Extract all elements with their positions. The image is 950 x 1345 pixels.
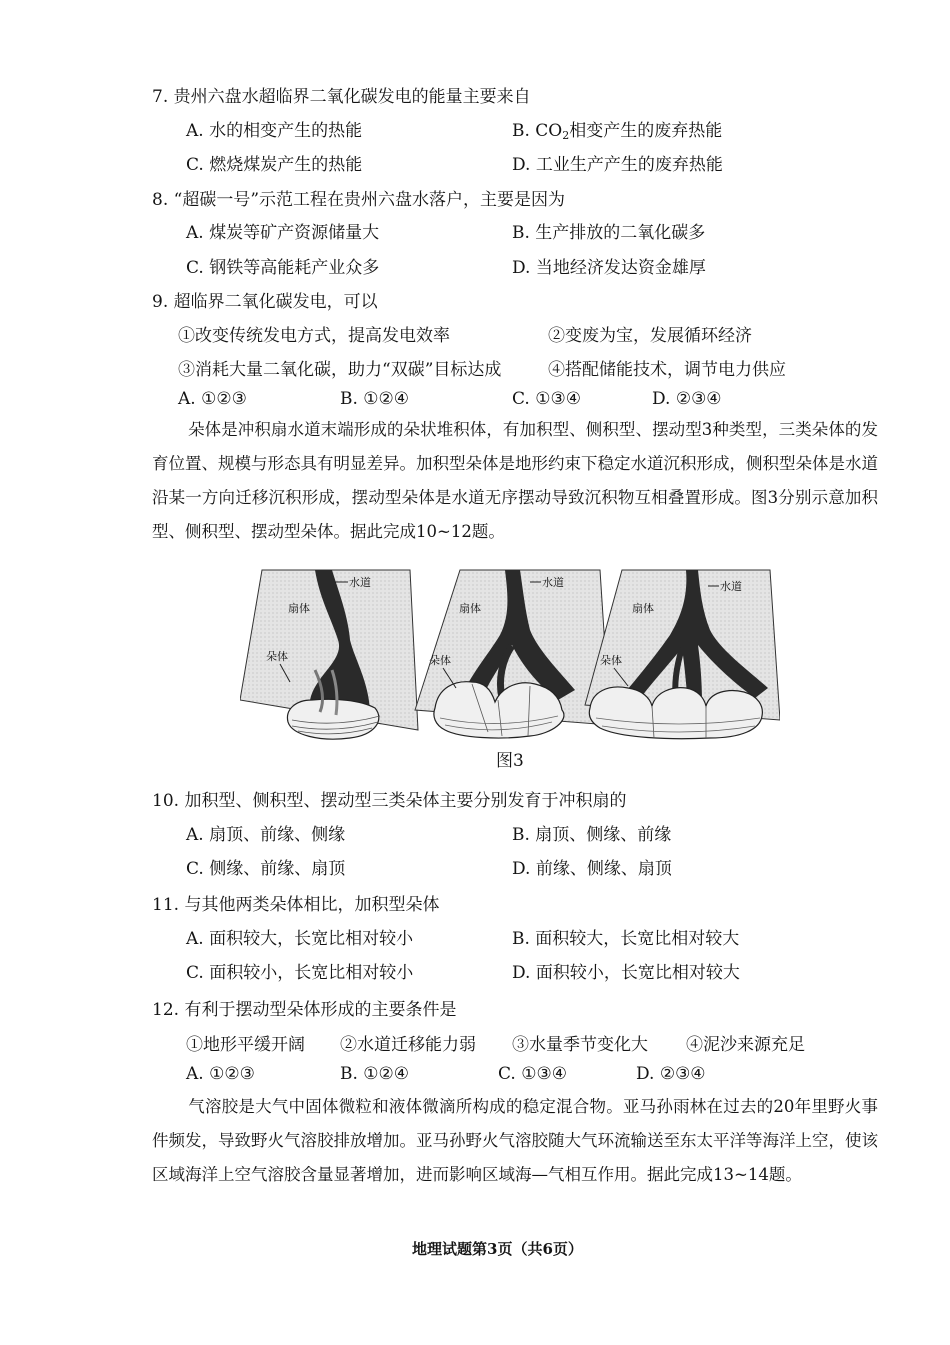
q9-option-c: C. ①③④ bbox=[512, 389, 581, 409]
q7-option-b: B. $CO_2$相变产生的废弃热能 bbox=[512, 121, 723, 142]
label-channel-2: 水道 bbox=[542, 576, 564, 589]
q9-item-3: ③消耗大量二氧化碳，助力“双碳”目标达成 bbox=[178, 360, 502, 380]
passage-aerosol: 气溶胶是大气中固体微粒和液体微滴所构成的稳定混合物。亚马孙雨林在过去的20年里野火事件频发，导致野火气溶胶排放增加。亚马孙野火气溶胶随大气环流输送至东太平洋等海洋上空，使该区域海洋上空气溶胶含量显著增加，进而影响区域海—气相互作用。据此完成13~14题。 bbox=[152, 1097, 878, 1184]
q9-item-2: ②变废为宝，发展循环经济 bbox=[548, 326, 752, 346]
q7-stem: 7. 贵州六盘水超临界二氧化碳发电的能量主要来自 bbox=[152, 87, 531, 107]
q9-item-1: ①改变传统发电方式，提高发电效率 bbox=[178, 326, 450, 346]
q9-item-4: ④搭配储能技术，调节电力供应 bbox=[548, 360, 786, 380]
figure-3-lobe-diagrams bbox=[240, 560, 780, 745]
q9-option-d: D. ②③④ bbox=[652, 389, 722, 409]
q10-stem: 10. 加积型、侧积型、摆动型三类朵体主要分别发育于冲积扇的 bbox=[152, 791, 627, 811]
panel-aggradational bbox=[240, 570, 418, 739]
q9-option-a: A. ①②③ bbox=[178, 389, 247, 409]
q12-item-3: ③水量季节变化大 bbox=[512, 1035, 648, 1055]
q7-option-d: D. 工业生产产生的废弃热能 bbox=[512, 155, 723, 175]
q7-option-c: C. 燃烧煤炭产生的热能 bbox=[186, 155, 363, 175]
q11-option-c: C. 面积较小，长宽比相对较小 bbox=[186, 963, 414, 983]
q12-item-2: ②水道迁移能力弱 bbox=[340, 1035, 476, 1055]
q8-option-b: B. 生产排放的二氧化碳多 bbox=[512, 223, 706, 243]
q10-option-b: B. 扇顶、侧缘、前缘 bbox=[512, 825, 672, 845]
figure-caption: 图3 bbox=[496, 751, 524, 771]
label-lobe-2: 朵体 bbox=[429, 654, 451, 667]
q8-option-c: C. 钢铁等高能耗产业众多 bbox=[186, 258, 380, 278]
q9-option-b: B. ①②④ bbox=[340, 389, 410, 409]
q12-option-d: D. ②③④ bbox=[636, 1064, 706, 1084]
panel-avulsion bbox=[585, 570, 780, 739]
q10-option-c: C. 侧缘、前缘、扇顶 bbox=[186, 859, 346, 879]
label-channel-1: 水道 bbox=[349, 576, 371, 589]
q8-stem: 8. “超碳一号”示范工程在贵州六盘水落户，主要是因为 bbox=[152, 190, 566, 210]
label-channel-3: 水道 bbox=[720, 580, 742, 593]
label-fan-3: 扇体 bbox=[632, 602, 654, 615]
q12-option-a: A. ①②③ bbox=[186, 1064, 255, 1084]
label-fan-2: 扇体 bbox=[459, 602, 481, 615]
q11-option-d: D. 面积较小，长宽比相对较大 bbox=[512, 963, 740, 983]
q8-option-d: D. 当地经济发达资金雄厚 bbox=[512, 258, 706, 278]
q8-option-a: A. 煤炭等矿产资源储量大 bbox=[186, 223, 380, 243]
q12-item-1: ①地形平缓开阔 bbox=[186, 1035, 305, 1055]
q11-stem: 11. 与其他两类朵体相比，加积型朵体 bbox=[152, 895, 440, 915]
q9-stem: 9. 超临界二氧化碳发电，可以 bbox=[152, 292, 378, 312]
q11-option-b: B. 面积较大，长宽比相对较大 bbox=[512, 929, 740, 949]
q12-stem: 12. 有利于摆动型朵体形成的主要条件是 bbox=[152, 1000, 457, 1020]
panel-lateral bbox=[415, 570, 610, 738]
q12-option-b: B. ①②④ bbox=[340, 1064, 410, 1084]
q7-option-a: A. 水的相变产生的热能 bbox=[186, 121, 363, 141]
label-lobe-1: 朵体 bbox=[266, 650, 288, 663]
label-lobe-3: 朵体 bbox=[600, 654, 622, 667]
q11-option-a: A. 面积较大，长宽比相对较小 bbox=[186, 929, 414, 949]
label-fan-1: 扇体 bbox=[288, 602, 310, 615]
passage-lobe: 朵体是冲积扇水道末端形成的朵状堆积体，有加积型、侧积型、摆动型3种类型，三类朵体的发育位置、规模与形态具有明显差异。加积型朵体是地形约束下稳定水道沉积形成，侧积型朵体是水道沿某一方向迁移沉积形成，摆动型朵体是水道无序摆动导致沉积物互相叠置形成。图3分别示意加积型、侧积型、摆动型朵体。据此完成10~12题。 bbox=[152, 420, 878, 541]
q12-option-c: C. ①③④ bbox=[498, 1064, 567, 1084]
page-footer: 地理试题第3页（共6页） bbox=[412, 1240, 583, 1258]
q12-item-4: ④泥沙来源充足 bbox=[686, 1035, 805, 1055]
q10-option-d: D. 前缘、侧缘、扇顶 bbox=[512, 859, 672, 879]
q10-option-a: A. 扇顶、前缘、侧缘 bbox=[186, 825, 346, 845]
